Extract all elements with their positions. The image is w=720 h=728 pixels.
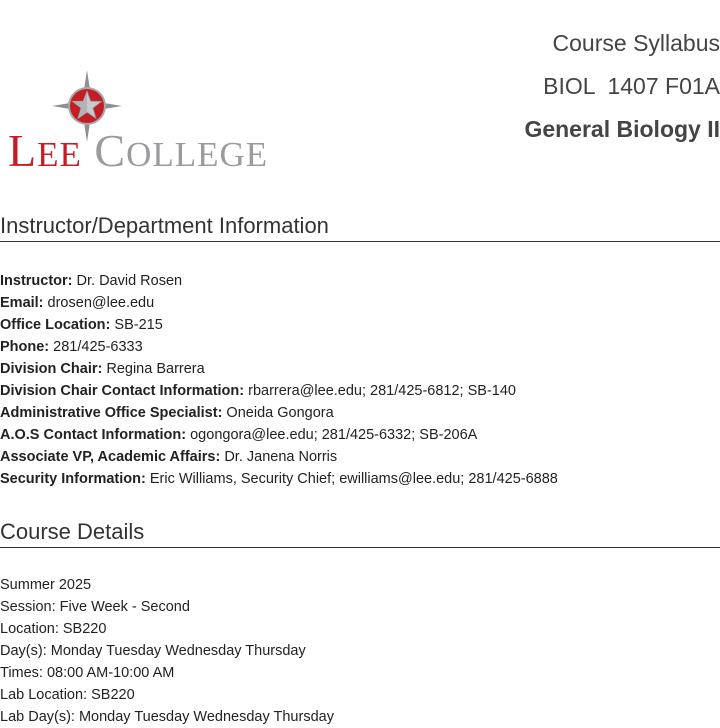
info-value: SB-215 <box>110 317 163 333</box>
info-value: Eric Williams, Security Chief; ewilliams@lee.edu; 281/425-6888 <box>145 471 558 487</box>
info-row-office-location <box>0 314 720 336</box>
info-label: Administrative Office Specialist: <box>0 405 223 421</box>
info-row-admin-office-specialist <box>0 402 720 424</box>
course-name: General Biology II <box>524 116 720 142</box>
syllabus-titles <box>524 28 720 144</box>
info-label: Division Chair: <box>0 361 103 377</box>
info-row-division-chair <box>0 358 720 380</box>
info-label: Email: <box>0 295 44 311</box>
info-value: Regina Barrera <box>102 361 205 377</box>
info-value: 281/425-6333 <box>49 339 143 355</box>
info-row-aos-contact <box>0 424 720 446</box>
info-row-email <box>0 292 720 314</box>
info-label: Security Information: <box>0 471 146 487</box>
detail-lab-location: Lab Location: SB220 <box>0 687 135 703</box>
lee-college-logo <box>8 70 272 174</box>
detail-location: Location: SB220 <box>0 621 107 637</box>
info-label: A.O.S Contact Information: <box>0 427 187 443</box>
course-details-section <box>0 519 720 728</box>
logo-lee-text: LEE <box>8 125 82 176</box>
course-code: BIOL 1407 F01A <box>543 73 720 99</box>
detail-times: Times: 08:00 AM-10:00 AM <box>0 665 175 681</box>
detail-session: Session: Five Week - Second <box>0 599 190 615</box>
detail-lab-days: Lab Day(s): Monday Tuesday Wednesday Thursday <box>0 709 334 725</box>
info-label: Phone: <box>0 339 50 355</box>
info-row-associate-vp <box>0 446 720 468</box>
course-details-list <box>0 574 720 728</box>
info-label: Office Location: <box>0 317 111 333</box>
instructor-info-list <box>0 270 720 490</box>
instructor-department-section <box>0 213 720 490</box>
syllabus-header <box>0 0 720 200</box>
info-value: Dr. David Rosen <box>72 273 183 289</box>
info-row-phone <box>0 336 720 358</box>
info-value: rbarrera@lee.edu; 281/425-6812; SB-140 <box>244 383 516 399</box>
info-label: Associate VP, Academic Affairs: <box>0 449 221 465</box>
info-value: Dr. Janena Norris <box>220 449 338 465</box>
info-row-security <box>0 468 720 490</box>
logo-wordmark <box>8 125 269 178</box>
info-value: drosen@lee.edu <box>43 295 155 311</box>
info-value: Oneida Gongora <box>222 405 334 421</box>
instructor-section-heading: Instructor/Department Information <box>0 213 720 242</box>
logo-college-text: COLLEGE <box>94 125 269 176</box>
course-details-heading: Course Details <box>0 519 720 548</box>
document-title: Course Syllabus <box>552 30 720 56</box>
info-row-instructor <box>0 270 720 292</box>
info-row-division-chair-contact <box>0 380 720 402</box>
info-label: Instructor: <box>0 273 73 289</box>
detail-days: Day(s): Monday Tuesday Wednesday Thursday <box>0 643 306 659</box>
info-value: ogongora@lee.edu; 281/425-6332; SB-206A <box>186 427 478 443</box>
info-label: Division Chair Contact Information: <box>0 383 245 399</box>
detail-term: Summer 2025 <box>0 577 92 593</box>
